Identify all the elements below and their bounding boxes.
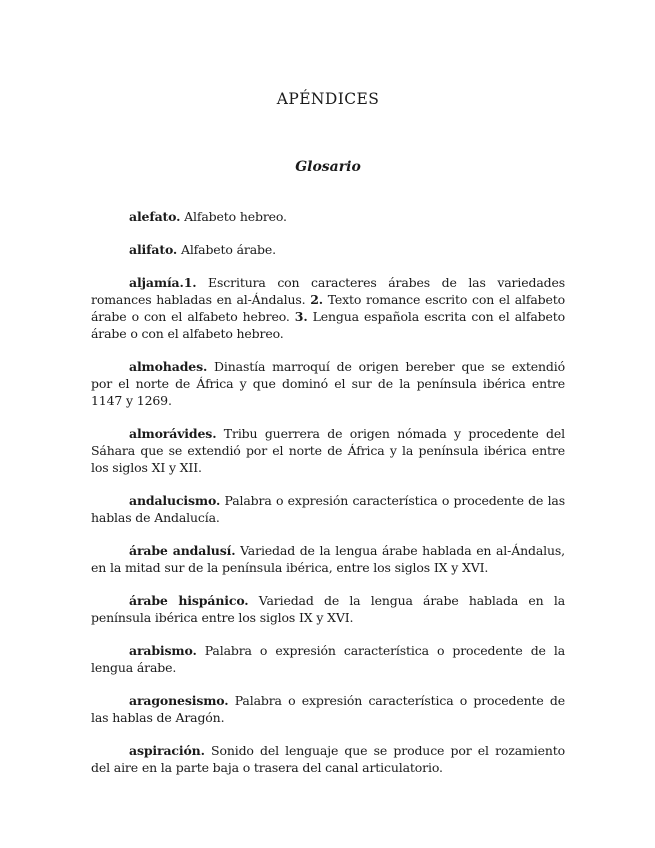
glossary-term: aragonesismo. [129, 693, 229, 708]
glossary-entry [91, 692, 565, 726]
definition-number: 2. [310, 292, 323, 307]
glossary-definition: Alfabeto árabe. [177, 242, 276, 257]
glossary-entry [91, 274, 565, 342]
glossary-definition: Tribu guerrera de origen nómada y procedente del Sáhara que se extendió por el norte de África y la península ibérica entre los siglos XI y XII. [91, 426, 565, 475]
glossary-entry [91, 742, 565, 776]
glossary-definition: Palabra o expresión característica o procedente de la lengua árabe. [91, 643, 565, 675]
page-title: APÉNDICES [276, 90, 380, 108]
glossary-term: alefato. [129, 209, 181, 224]
glossary-definition: Lengua española escrita con el alfabeto árabe o con el alfabeto hebreo. [91, 309, 565, 341]
glossary-term: árabe hispánico. [129, 593, 249, 608]
glossary-entry [91, 492, 565, 526]
glossary-term: aspiración. [129, 743, 205, 758]
glossary-definition: Variedad de la lengua árabe hablada en la península ibérica entre los siglos IX y XVI. [91, 593, 565, 625]
glossary-definition: Sonido del lenguaje que se produce por el rozamiento del aire en la parte baja o trasera del canal articulatorio. [91, 743, 565, 775]
glossary-entry [91, 208, 565, 225]
glossary-term: arabismo. [129, 643, 197, 658]
glossary-list [91, 208, 565, 792]
glossary-definition: Palabra o expresión característica o procedente de las hablas de Aragón. [91, 693, 565, 725]
glossary-entry [91, 425, 565, 476]
glossary-definition: Escritura con caracteres árabes de las variedades romances habladas en al-Ándalus. [91, 275, 565, 307]
glossary-term: árabe andalusí. [129, 543, 236, 558]
definition-number: 3. [294, 309, 308, 324]
glossary-entry [91, 241, 565, 258]
glossary-entry [91, 592, 565, 626]
glossary-definition: Texto romance escrito con el alfabeto árabe o con el alfabeto hebreo. [91, 292, 565, 324]
glossary-term: andalucismo. [129, 493, 221, 508]
glossary-entry [91, 542, 565, 576]
section-subtitle: Glosario [295, 159, 361, 175]
glossary-definition: Palabra o expresión característica o procedente de las hablas de Andalucía. [91, 493, 565, 525]
glossary-term: almohades. [129, 359, 208, 374]
glossary-definition: Variedad de la lengua árabe hablada en al-Ándalus, en la mitad sur de la península ibérica, entre los siglos IX y XVI. [91, 543, 565, 575]
glossary-term: almorávides. [129, 426, 217, 441]
glossary-definition: Alfabeto hebreo. [180, 209, 287, 224]
glossary-term: alifato. [129, 242, 178, 257]
glossary-term: aljamía.1. [129, 275, 197, 290]
glossary-entry [91, 358, 565, 409]
glossary-definition: Dinastía marroquí de origen bereber que se extendió por el norte de África y que dominó el sur de la península ibérica entre 1147 y 1269. [91, 359, 565, 408]
glossary-entry [91, 642, 565, 676]
